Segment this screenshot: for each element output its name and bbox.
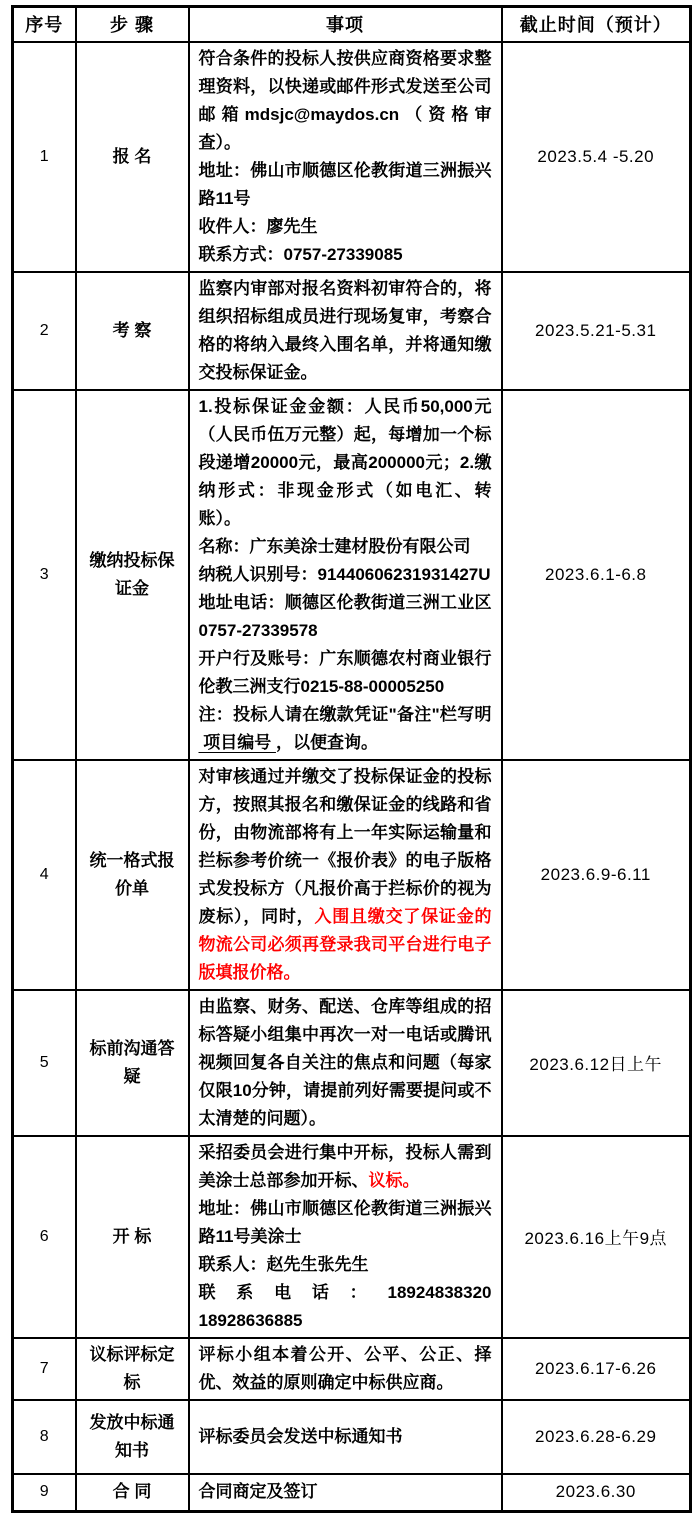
underlined-text: 项目编号 [198,732,276,752]
deadline-value: 2023.6.9-6.11 [502,760,691,990]
item-text: 监察内审部对报名资料初审符合的，将组织招标组成员进行现场复审，考察合格的将纳入最终入围名单，并将通知缴交投标保证金。 [198,278,492,382]
table-row [13,760,691,990]
item-paragraph [199,241,492,269]
item-text: 联系人：赵先生张先生 [198,1254,369,1274]
step-name: 报 名 [76,42,189,272]
item-text: 开户行及账号：广东顺德农村商业银行伦教三洲支行0215-88-00005250 [198,648,492,696]
table-row [13,1400,691,1474]
item-text: 由监察、财务、配送、仓库等组成的招标答疑小组集中再次一对一电话或腾讯视频回复各自关注的焦点和问题（每家仅限10分钟，请提前列好需要提问或不太清楚的问题）。 [198,996,492,1128]
row-seq-no: 1 [13,42,76,272]
table-row [13,390,691,760]
item-details [189,1338,502,1400]
item-paragraph [199,763,492,987]
item-paragraph [199,1341,492,1397]
table-body [13,42,691,1512]
table-row [13,1474,691,1512]
item-text: 采招委员会进行集中开标，投标人需到美涂士总部参加开标、 [198,1142,492,1190]
item-text: 联系方式：0757-27339085 [198,244,403,264]
item-text: 合同商定及签订 [198,1482,318,1502]
header-step: 步 骤 [76,7,189,42]
item-text: 地址：佛山市顺德区伦教街道三洲振兴路11号 [198,160,492,208]
item-text: 地址：佛山市顺德区伦教街道三洲振兴路11号美涂士 [198,1198,492,1246]
item-text: 名称：广东美涂士建材股份有限公司 [198,536,471,556]
step-name: 标前沟通答疑 [76,990,189,1136]
row-seq-no: 4 [13,760,76,990]
item-paragraph [199,701,492,757]
step-name: 发放中标通知书 [76,1400,189,1474]
item-paragraph [199,645,492,701]
row-seq-no: 9 [13,1474,76,1512]
step-name: 开 标 [76,1136,189,1338]
item-text: 1.投标保证金金额：人民币50,000元（人民币伍万元整）起，每增加一个标段递增20000元，最高200000元；2.缴纳形式：非现金形式（如电汇、转账）。 [198,396,492,528]
item-details [189,272,502,390]
step-name: 统一格式报价单 [76,760,189,990]
item-paragraph [199,561,492,589]
table-row [13,42,691,272]
highlighted-text: 议标。 [368,1170,420,1190]
deadline-value: 2023.6.12日上午 [502,990,691,1136]
deadline-value: 2023.5.21-5.31 [502,272,691,390]
table-row [13,272,691,390]
item-paragraph [199,1251,492,1279]
row-seq-no: 6 [13,1136,76,1338]
item-details [189,390,502,760]
row-seq-no: 2 [13,272,76,390]
item-text: 符合条件的投标人按供应商资格要求整理资料，以快递或邮件形式发送至公司邮箱mdsjc@maydos.cn（资格审查）。 [198,48,492,152]
item-text: 地址电话：顺德区伦教街道三洲工业区0757-27339578 [198,592,492,640]
item-details [189,1400,502,1474]
item-text: 评标委员会发送中标通知书 [198,1426,403,1446]
item-paragraph [199,1478,492,1506]
step-name: 缴纳投标保证金 [76,390,189,760]
item-paragraph [199,393,492,533]
table-row [13,1338,691,1400]
item-paragraph [199,1139,492,1195]
item-paragraph [199,1279,492,1335]
item-text: 评标小组本着公开、公平、公正、择优、效益的原则确定中标供应商。 [198,1344,492,1392]
highlighted-text: 入围且缴交了保证金的物流公司必须再登录我司平台进行电子版填报价格。 [198,906,492,982]
row-seq-no: 3 [13,390,76,760]
item-paragraph [199,993,492,1133]
item-paragraph [199,1423,492,1451]
item-details [189,760,502,990]
step-name: 考 察 [76,272,189,390]
item-text: 对审核通过并缴交了投标保证金的投标方，按照其报名和缴保证金的线路和省份，由物流部将有上一年实际运输量和拦标参考价统一《报价表》的电子版格式发投标方（凡报价高于拦标价的视为废标），同时， [198,766,492,926]
deadline-value: 2023.6.30 [502,1474,691,1512]
item-paragraph [199,45,492,157]
row-seq-no: 8 [13,1400,76,1474]
item-paragraph [199,1195,492,1251]
deadline-value: 2023.6.1-6.8 [502,390,691,760]
item-details [189,990,502,1136]
item-details [189,42,502,272]
step-name: 合 同 [76,1474,189,1512]
deadline-value: 2023.6.17-6.26 [502,1338,691,1400]
deadline-value: 2023.6.16上午9点 [502,1136,691,1338]
table-row [13,1136,691,1338]
step-name: 议标评标定标 [76,1338,189,1400]
item-details [189,1136,502,1338]
item-paragraph [199,589,492,645]
header-items: 事项 [189,7,502,42]
item-text: 注：投标人请在缴款凭证"备注"栏写明 [198,704,492,724]
bidding-schedule-table [11,5,692,1513]
item-text: 收件人：廖先生 [198,216,318,236]
header-seq-no: 序号 [13,7,76,42]
item-text: ，以便查询。 [275,732,378,752]
row-seq-no: 7 [13,1338,76,1400]
item-paragraph [199,533,492,561]
item-paragraph [199,157,492,213]
item-text: 联系电话：18924838320 18928636885 [198,1282,492,1330]
item-paragraph [199,275,492,387]
deadline-value: 2023.5.4 -5.20 [502,42,691,272]
header-deadline: 截止时间（预计） [502,7,691,42]
item-paragraph [199,213,492,241]
row-seq-no: 5 [13,990,76,1136]
item-details [189,1474,502,1512]
deadline-value: 2023.6.28-6.29 [502,1400,691,1474]
table-header-row [13,7,691,42]
table-row [13,990,691,1136]
item-text: 纳税人识别号：91440606231931427U [198,564,491,584]
